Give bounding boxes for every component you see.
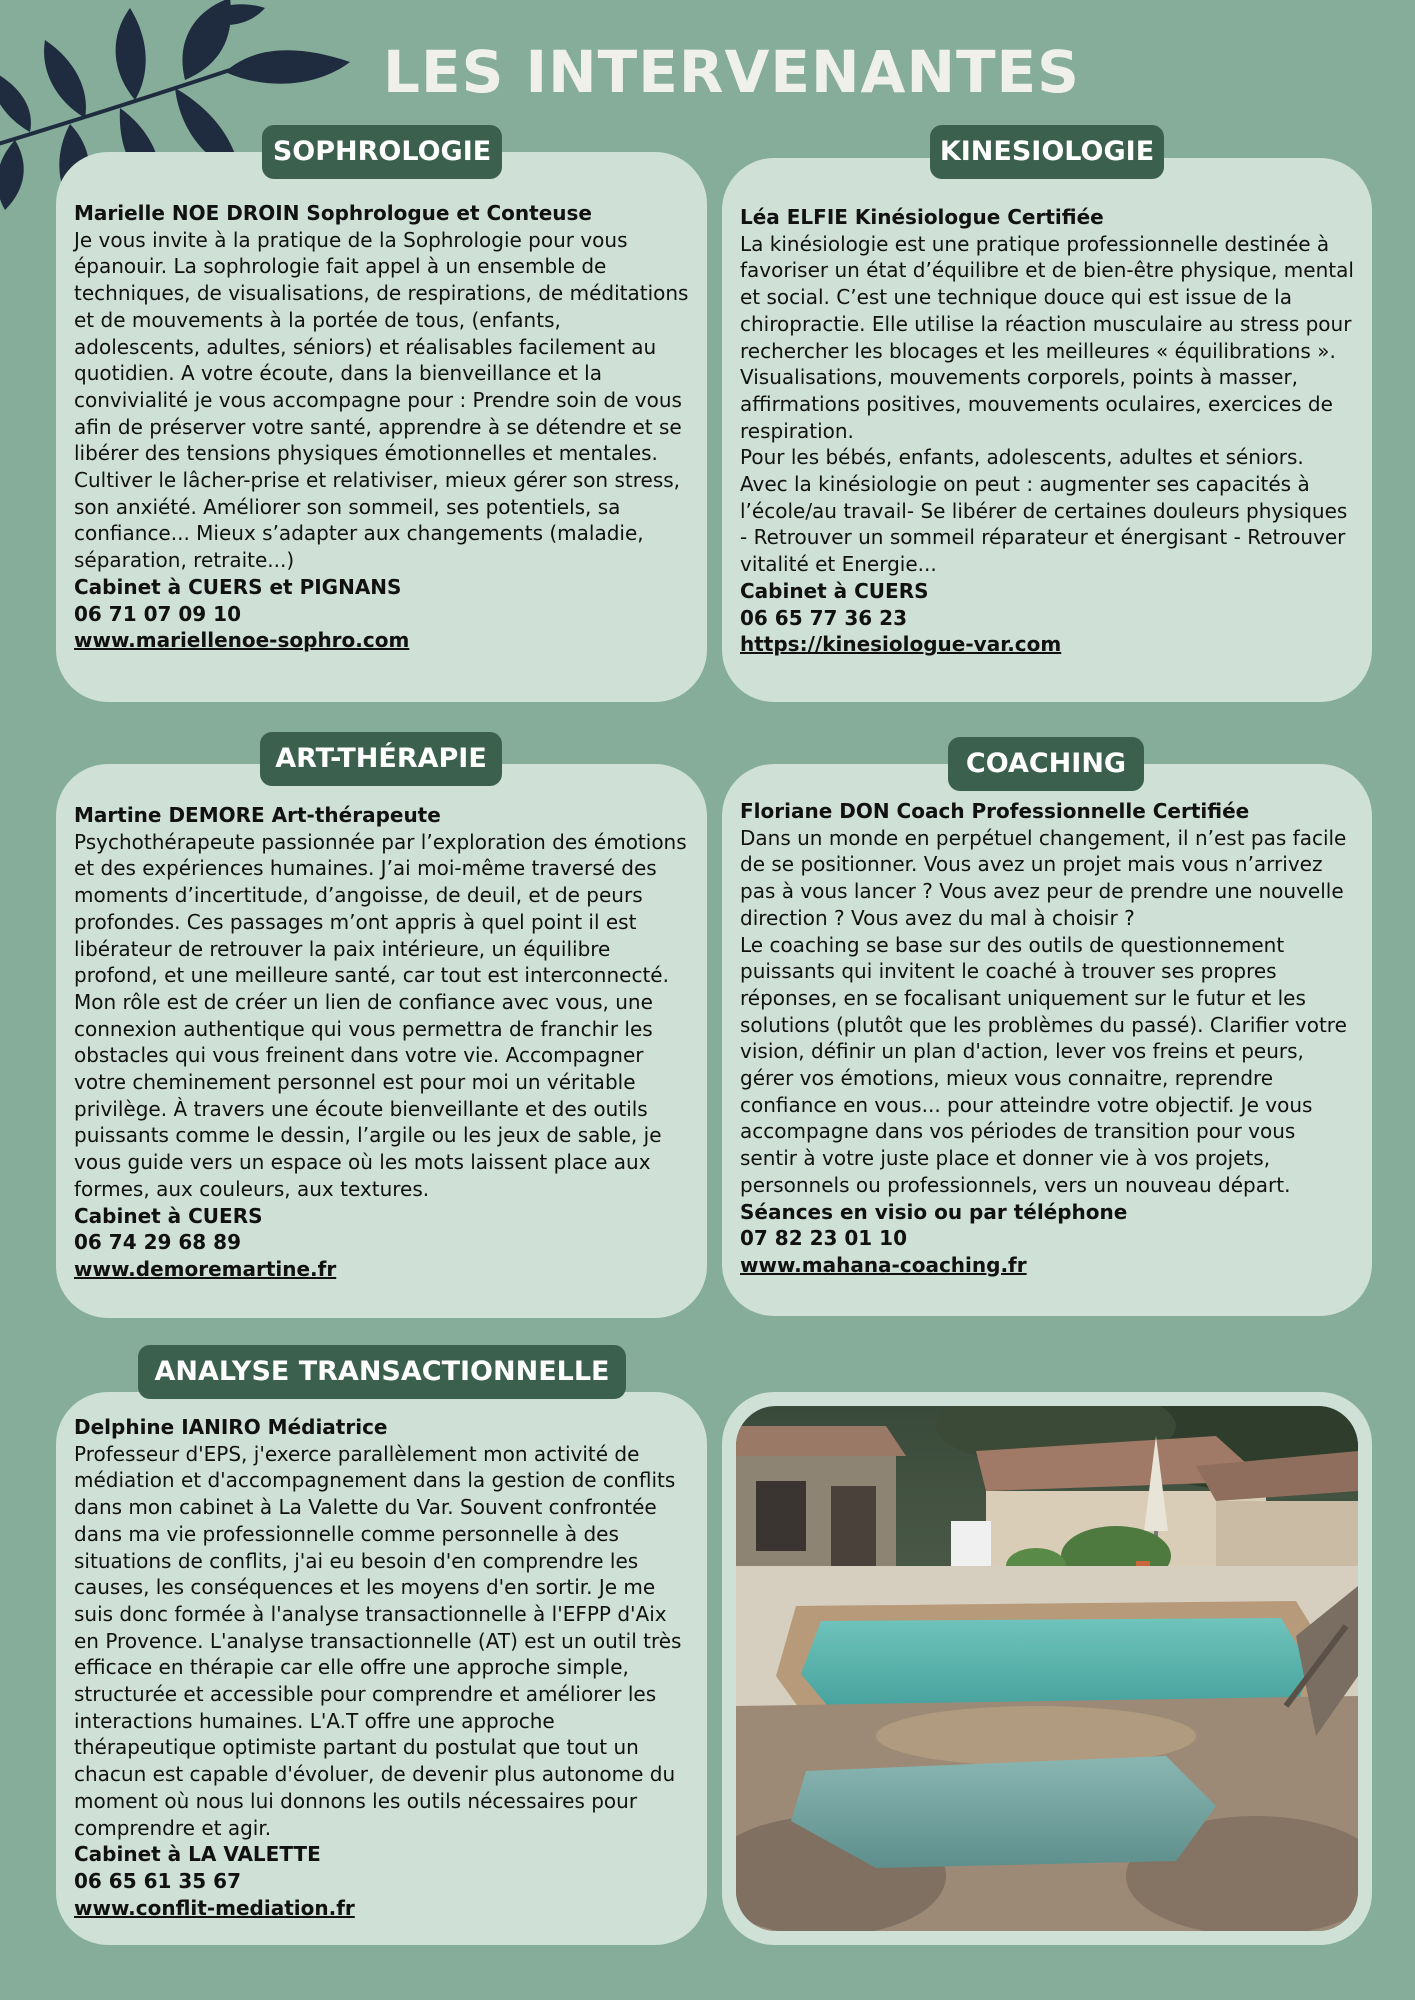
website-link[interactable]: https://kinesiologue-var.com — [740, 632, 1062, 657]
location: Cabinet à CUERS — [740, 578, 929, 603]
card-coaching — [722, 764, 1372, 1316]
location: Cabinet à CUERS — [74, 1203, 263, 1228]
description: Professeur d'EPS, j'exerce parallèlement mon activité de médiation et d'accompagnement dans la gestion de conflits dans mon cabinet à La Valette du Var. Souvent confrontée dans ma vie professionnelle comme personnelle à des situations de conflits, j'ai eu besoin d'en comprendre les causes, les conséquences et les moyens d'en sortir. Je me suis donc formée à l'analyse transactionnelle à l'EFPP d'Aix en Provence. L'analyse transactionnelle (AT) est un outil très efficace en thérapie car elle offre une approche simple, structurée et accessible pour comprendre et améliorer les interactions humaines. L'A.T offre une approche thérapeutique optimiste partant du postulat que tout un chacun est capable d'évoluer, de devenir plus autonome du moment où nous lui donnons les outils nécessaires pour comprendre et agir. — [74, 1441, 682, 1840]
location: Cabinet à CUERS et PIGNANS — [74, 574, 402, 599]
tag-analyse-transactionnelle: ANALYSE TRANSACTIONNELLE — [138, 1345, 626, 1399]
website-link[interactable]: www.demoremartine.fr — [74, 1256, 337, 1281]
card-kinesiologie — [722, 158, 1372, 702]
practitioner-name: Martine DEMORE Art-thérapeute — [74, 803, 441, 827]
phone: 06 65 61 35 67 — [74, 1868, 242, 1893]
phone: 06 65 77 36 23 — [740, 605, 908, 630]
tag-kinesiologie: KINESIOLOGIE — [930, 125, 1164, 179]
practitioner-name: Léa ELFIE Kinésiologue Certifiée — [740, 205, 1104, 229]
card-analyse-transactionnelle — [56, 1392, 707, 1945]
phone: 07 82 23 01 10 — [740, 1226, 908, 1251]
tag-coaching: COACHING — [948, 737, 1144, 791]
page-title: LES INTERVENANTES — [383, 38, 1080, 106]
tag-art-therapie: ART-THÉRAPIE — [260, 732, 502, 786]
website-link[interactable]: www.conflit-mediation.fr — [74, 1895, 355, 1920]
location: Cabinet à LA VALETTE — [74, 1842, 321, 1867]
description: Psychothérapeute passionnée par l’exploration des émotions et des expériences humaines. J’ai moi-même traversé des moments d’incertitude, d’angoisse, de deuil, et de peurs profondes. Ces passages m’ont appris à quel point il est libérateur de retrouver la paix intérieure, un équilibre profond, et une meilleure santé, car tout est interconnecté. Mon rôle est de créer un lien de confiance avec vous, une connexion authentique qui vous permettra de franchir les obstacles qui vous freinent dans votre vie. Accompagner votre cheminement personnel est pour moi un véritable privilège. À travers une écoute bienveillante et des outils puissants comme le dessin, l’argile ou les jeux de sable, je vous guide vers un espace où les mots laissent place aux formes, aux couleurs, aux textures. — [74, 829, 687, 1201]
card-art-therapie — [56, 764, 707, 1318]
website-link[interactable]: www.mariellenoe-sophro.com — [74, 628, 410, 653]
description-2: Pour les bébés, enfants, adolescents, adultes et séniors. Avec la kinésiologie on peut : augmenter ses capacités à l’école/au travail- Se libérer de certaines douleurs physiques - Retrouver un sommeil réparateur et énergisant - Retrouver vitalité et Energie... — [740, 445, 1348, 577]
photo-card — [722, 1392, 1372, 1945]
practitioner-name: Floriane DON Coach Professionnelle Certifiée — [740, 799, 1250, 823]
description: Dans un monde en perpétuel changement, il n’est pas facile de se positionner. Vous avez un projet mais vous n’arrivez pas à vous lancer ? Vous avez peur de prendre une nouvelle direction ? Vous avez du mal à choisir ? — [740, 825, 1347, 930]
description: La kinésiologie est une pratique professionnelle destinée à favoriser un état d’équilibre et de bien-être physique, mental et social. C’est une technique douce qui est issue de la chiropractie. Elle utilise la réaction musculaire au stress pour rechercher les blocages et les meilleures « équilibrations ». Visualisations, mouvements corporels, points à masser, affirmations positives, mouvements oculaires, exercices de respiration. — [740, 231, 1354, 443]
website-link[interactable]: www.mahana-coaching.fr — [740, 1252, 1027, 1277]
phone: 06 71 07 09 10 — [74, 601, 242, 626]
location: Séances en visio ou par téléphone — [740, 1199, 1128, 1224]
card-sophrologie — [56, 152, 707, 702]
tag-sophrologie: SOPHROLOGIE — [262, 125, 502, 179]
practitioner-name: Delphine IANIRO Médiatrice — [74, 1415, 388, 1439]
pool-garden-photo — [736, 1406, 1358, 1931]
description: Je vous invite à la pratique de la Sophrologie pour vous épanouir. La sophrologie fait appel à un ensemble de techniques, de visualisations, de respirations, de méditations et de mouvements à la portée de tous, (enfants, adolescents, adultes, séniors) et réalisables facilement au quotidien. A votre écoute, dans la bienveillance et la convivialité je vous accompagne pour : Prendre soin de vous afin de préserver votre santé, apprendre à se détendre et se libérer des tensions physiques émotionnelles et mentales. Cultiver le lâcher-prise et relativiser, mieux gérer son stress, son anxiété. Améliorer son sommeil, ses potentiels, sa confiance... Mieux s’adapter aux changements (maladie, séparation, retraite...) — [74, 227, 689, 573]
practitioner-name: Marielle NOE DROIN Sophrologue et Conteuse — [74, 201, 592, 225]
phone: 06 74 29 68 89 — [74, 1230, 242, 1255]
description-2: Le coaching se base sur des outils de questionnement puissants qui invitent le coaché à trouver ses propres réponses, en se focalisant uniquement sur le futur et les solutions (plutôt que les problèmes du passé). Clarifier votre vision, définir un plan d'action, lever vos freins et peurs, gérer vos émotions, mieux vous connaitre, reprendre confiance en vous... pour atteindre votre objectif. Je vous accompagne dans vos périodes de transition pour vous sentir à votre juste place et donner vie à vos projets, personnels ou professionnels, vers un nouveau départ. — [740, 932, 1347, 1197]
